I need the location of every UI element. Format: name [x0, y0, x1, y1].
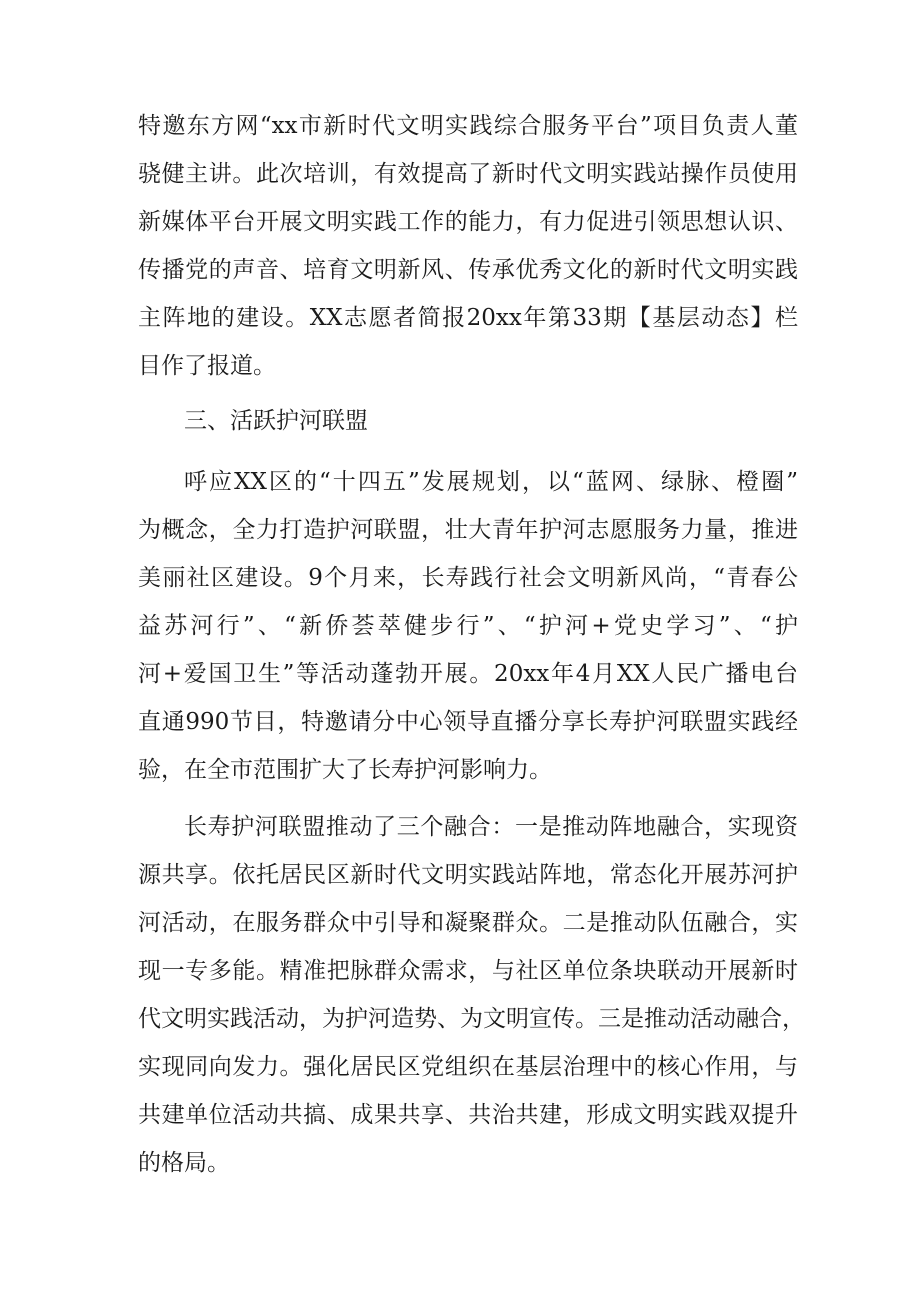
text-line: 河+爱国卫生”等活动蓬勃开展。20xx年4月XX人民广播电台 [138, 661, 798, 687]
text-line: 直通990节目，特邀请分中心领导直播分享长寿护河联盟实践经 [138, 709, 798, 735]
text-line: 呼应XX区的“十四五”发展规划，以“蓝网、绿脉、橙圈” [184, 469, 798, 495]
paragraph-river-alliance [138, 458, 798, 794]
text-line: 共建单位活动共搞、成果共享、共治共建，形成文明实践双提升 [138, 1102, 798, 1128]
text-line: 验，在全市范围扩大了长寿护河影响力。 [138, 757, 552, 783]
text-line: 美丽社区建设。9个月来，长寿践行社会文明新风尚，“青春公 [138, 565, 798, 591]
text-line: 益苏河行”、“新侨荟萃健步行”、“护河+党史学习”、“护 [138, 613, 798, 639]
text-line: 目作了报道。 [138, 353, 276, 379]
text-line: 为概念，全力打造护河联盟，壮大青年护河志愿服务力量，推进 [138, 517, 798, 543]
text-line: 代文明实践活动，为护河造势、为文明宣传。三是推动活动融合， [138, 1006, 805, 1032]
text-line: 河活动，在服务群众中引导和凝聚群众。二是推动队伍融合，实 [138, 910, 798, 936]
text-line: 特邀东方网“xx市新时代文明实践综合服务平台”项目负责人董 [138, 113, 798, 139]
text-line: 主阵地的建设。XX志愿者简报20xx年第33期【基层动态】栏 [138, 305, 798, 331]
text-line: 源共享。依托居民区新时代文明实践站阵地，常态化开展苏河护 [138, 862, 798, 888]
text-line: 的格局。 [138, 1150, 230, 1176]
text-line: 长寿护河联盟推动了三个融合：一是推动阵地融合，实现资 [184, 814, 798, 840]
paragraph-training-report [138, 102, 798, 390]
paragraph-three-integrations [138, 803, 805, 1187]
text-line: 实现同向发力。强化居民区党组织在基层治理中的核心作用，与 [138, 1054, 798, 1080]
text-line: 骁健主讲。此次培训，有效提高了新时代文明实践站操作员使用 [138, 161, 798, 187]
text-line: 传播党的声音、培育文明新风、传承优秀文化的新时代文明实践 [138, 257, 798, 283]
text-line: 现一专多能。精准把脉群众需求，与社区单位条块联动开展新时 [138, 958, 798, 984]
text-line: 新媒体平台开展文明实践工作的能力，有力促进引领思想认识、 [138, 209, 798, 235]
section-heading: 三、活跃护河联盟 [184, 408, 368, 434]
